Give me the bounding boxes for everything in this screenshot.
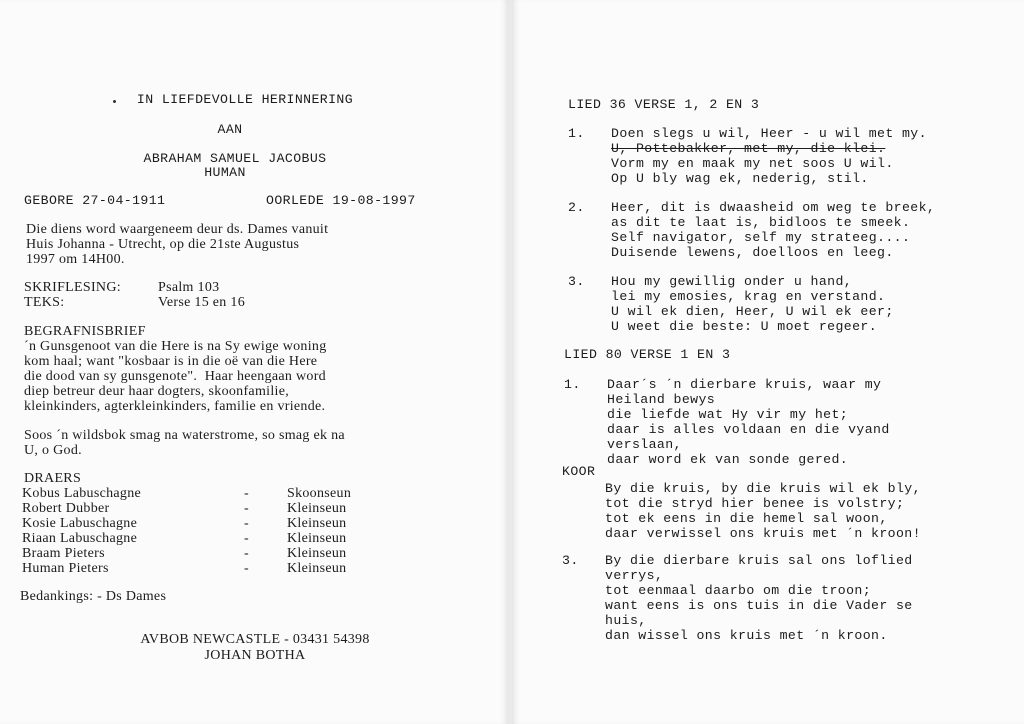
chorus-line: daar verwissel ons kruis met ´n kroon! [605, 526, 921, 541]
hymn1-line: Duisende lewens, doelloos en leeg. [611, 245, 894, 260]
bearers-heading: DRAERS [24, 471, 82, 486]
hymn2-line: By die dierbare kruis sal ons loflied [605, 553, 913, 568]
hymn2-line: verslaan, [607, 437, 682, 452]
chorus-line: tot die stryd hier benee is volstry; [605, 496, 905, 511]
hymn2-line: dan wissel ons kruis met ´n kroon. [605, 628, 888, 643]
name-line-2: HUMAN [204, 165, 246, 180]
thanks: Bedankings: - Ds Dames [20, 589, 167, 604]
bearer-name: Kobus Labuschagne [22, 486, 142, 501]
hymn2-line: Heiland bewys [607, 392, 716, 407]
letter-line: ´n Gunsgenoot van die Here is na Sy ewige woning [24, 339, 327, 354]
bearer-dash: - [244, 561, 249, 576]
letter-line: die dood van sy gunsgenote". Haar heengaan word [24, 369, 326, 384]
hymn1-line: Doen slegs u wil, Heer - u wil met my. [611, 126, 927, 141]
bearer-name: Robert Dubber [22, 501, 110, 516]
hymn1-line: U, Pottebakker, met my, die klei. [611, 141, 886, 156]
letter-line: kom haal; want "kosbaar is in die oë van die Here [24, 354, 318, 369]
hymn1-line: Heer, dit is dwaasheid om weg te breek, [611, 200, 936, 215]
hymn1-line: Hou my gewillig onder u hand, [611, 274, 853, 289]
hymn2-line: Daar´s ´n dierbare kruis, waar my [607, 377, 882, 392]
death-date: OORLEDE 19-08-1997 [266, 193, 416, 208]
title-line-1: IN LIEFDEVOLLE HERINNERING [136, 92, 354, 107]
bearer-name: Riaan Labuschagne [22, 531, 138, 546]
bearer-name: Human Pieters [22, 561, 109, 576]
bearer-name: Kosie Labuschagne [22, 516, 138, 531]
hymn2-line: verrys, [605, 568, 664, 583]
chorus-label: KOOR [562, 464, 596, 479]
name-line-1: ABRAHAM SAMUEL JACOBUS [143, 151, 327, 166]
hymn1-title: LIED 36 VERSE 1, 2 EN 3 [568, 97, 760, 112]
letter-line: diep betreur deur haar dogters, skoonfamilie, [24, 384, 290, 399]
bearer-relation: Skoonseun [287, 486, 352, 501]
service-line: Die diens word waargeneem deur ds. Dames vanuit [26, 222, 329, 237]
chorus-line: tot ek eens in die hemel sal woon, [605, 511, 888, 526]
hymn2-line: want eens is ons tuis in die Vader se [605, 598, 913, 613]
hymn2-verse-number: 1. [564, 377, 581, 392]
service-line: Huis Johanna - Utrecht, op die 21ste Augustus [26, 237, 300, 252]
hymn1-line: lei my emosies, krag en verstand. [611, 289, 886, 304]
bearer-relation: Kleinseun [287, 516, 347, 531]
birth-date: GEBORE 27-04-1911 [24, 193, 166, 208]
hymn2-line: die liefde wat Hy vir my het; [607, 407, 849, 422]
bearer-name: Braam Pieters [22, 546, 105, 561]
bearer-dash: - [244, 546, 249, 561]
chorus-line: By die kruis, by die kruis wil ek bly, [605, 481, 921, 496]
bearer-dash: - [244, 531, 249, 546]
hymn1-verse-number: 1. [568, 126, 585, 141]
bearer-dash: - [244, 516, 249, 531]
hymn1-line: U wil ek dien, Heer, U wil ek eer; [611, 304, 894, 319]
hymn2-line: huis, [605, 613, 647, 628]
bearer-relation: Kleinseun [287, 546, 347, 561]
bearer-dash: - [244, 486, 249, 501]
hymn1-line: Vorm my en maak my net soos U wil. [611, 156, 894, 171]
bearer-relation: Kleinseun [287, 501, 347, 516]
bearer-dash: - [244, 501, 249, 516]
hymn2-line: daar word ek van sonde gered. [607, 452, 849, 467]
title-line-2: AAN [217, 122, 243, 137]
service-line: 1997 om 14H00. [26, 252, 125, 267]
hymn1-line: U weet die beste: U moet regeer. [611, 319, 878, 334]
hymn2-verse-number: 3. [562, 553, 579, 568]
letter-line: kleinkinders, agterkleinkinders, familie en vriende. [24, 399, 326, 414]
hymn1-line: Self navigator, self my strateeg.... [611, 230, 911, 245]
reading-label: SKRIFLESING: [24, 280, 121, 295]
hymn1-verse-number: 2. [568, 200, 585, 215]
reading-value: Psalm 103 [158, 280, 220, 295]
hymn2-title: LIED 80 VERSE 1 EN 3 [564, 347, 731, 362]
quote-line: U, o God. [24, 443, 82, 458]
footer-line-2: JOHAN BOTHA [204, 648, 306, 663]
bearer-relation: Kleinseun [287, 531, 347, 546]
text-label: TEKS: [24, 295, 65, 310]
hymn1-verse-number: 3. [568, 274, 585, 289]
hymn1-line: as dit te laat is, bidloos te smeek. [611, 215, 911, 230]
footer-line-1: AVBOB NEWCASTLE - 03431 54398 [140, 632, 370, 647]
hymn2-line: tot eenmaal daarbo om die troon; [605, 583, 872, 598]
hymn2-line: daar is alles voldaan en die vyand [607, 422, 890, 437]
hymn1-line: Op U bly wag ek, nederig, stil. [611, 171, 869, 186]
text-value: Verse 15 en 16 [158, 295, 246, 310]
quote-line: Soos ´n wildsbok smag na waterstrome, so smag ek na [24, 428, 345, 443]
bearer-relation: Kleinseun [287, 561, 347, 576]
letter-heading: BEGRAFNISBRIEF [24, 324, 146, 339]
